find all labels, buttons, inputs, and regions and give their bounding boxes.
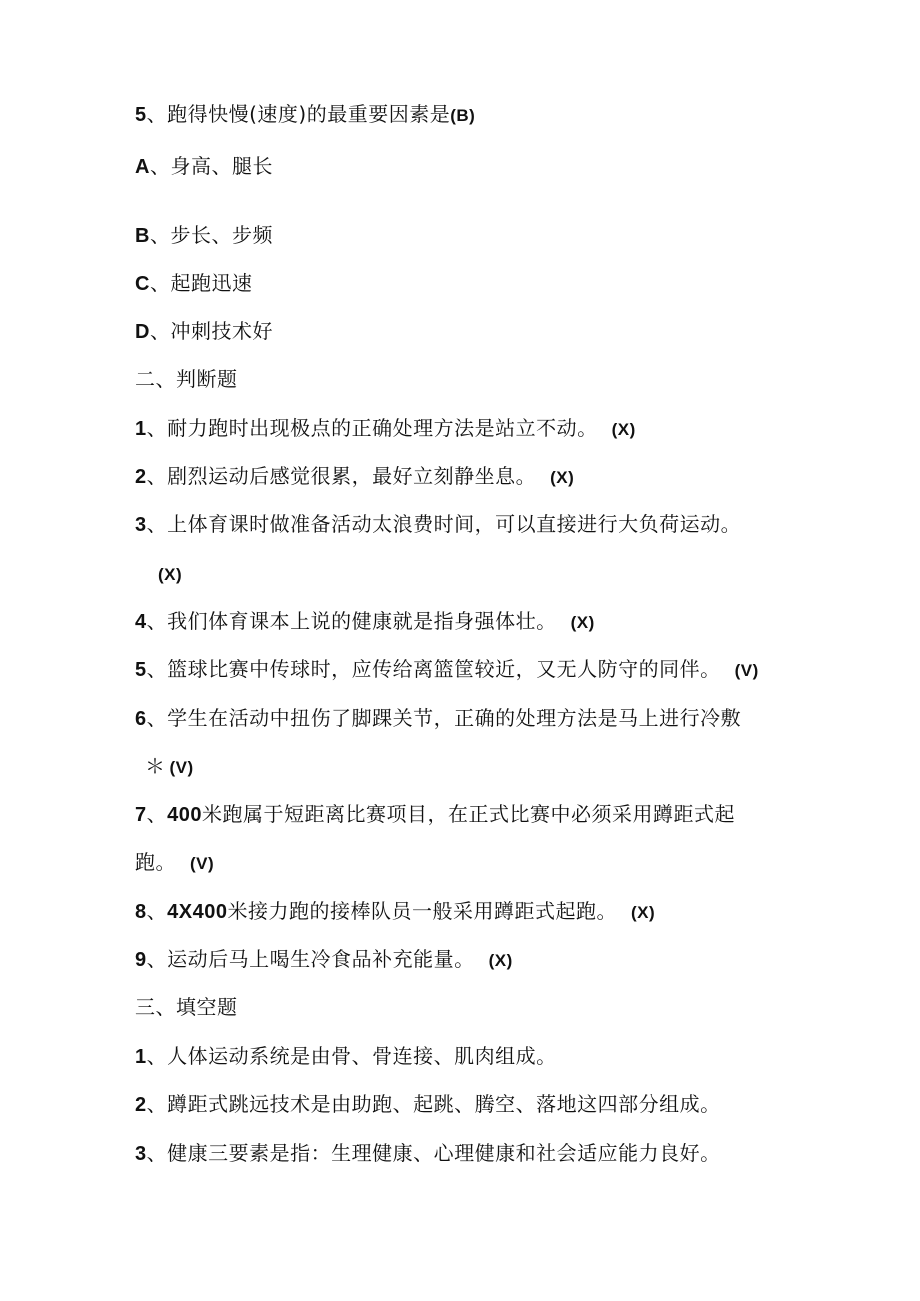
judge-item-1 <box>135 415 636 443</box>
separator: 、 <box>146 947 168 971</box>
item-text: 上体育课时做准备活动太浪费时间，可以直接进行大负荷运动。 <box>167 512 742 536</box>
separator: 、 <box>146 1092 168 1116</box>
item-number-text: 4X400 <box>167 901 228 923</box>
separator: 、 <box>149 223 171 247</box>
judge-item-9 <box>135 946 513 974</box>
item-number: 7 <box>135 804 147 826</box>
answer: (V) <box>169 758 194 777</box>
answer: (X) <box>158 565 183 584</box>
item-text: 运动后马上喝生冷食品补充能量。 <box>167 947 475 971</box>
judge-item-7 <box>135 801 735 828</box>
item-number: 1 <box>135 418 147 440</box>
answer: (X) <box>550 468 575 487</box>
separator: 、 <box>149 154 171 178</box>
separator: 、 <box>146 899 168 923</box>
separator: 、 <box>146 657 168 681</box>
judge-item-4 <box>135 608 595 636</box>
separator: 、 <box>149 319 171 343</box>
item-number: 3 <box>135 1143 147 1165</box>
judge-item-6 <box>135 705 741 732</box>
item-number-text: 400 <box>167 804 202 826</box>
option-text: 起跑迅速 <box>170 271 253 295</box>
judge-item-8 <box>135 898 655 926</box>
item-number: 2 <box>135 466 147 488</box>
separator: 、 <box>146 706 168 730</box>
item-text: 学生在活动中扭伤了脚踝关节，正确的处理方法是马上进行冷敷 <box>167 706 742 730</box>
item-number: 3 <box>135 514 147 536</box>
option-d <box>135 318 273 345</box>
separator: 、 <box>146 609 168 633</box>
option-b <box>135 222 273 249</box>
continuation: 跑。 <box>135 850 176 874</box>
item-number: 4 <box>135 611 147 633</box>
answer: (X) <box>488 951 513 970</box>
option-letter: B <box>135 225 150 247</box>
section-3-title: 三、填空题 <box>135 995 238 1019</box>
item-number: 5 <box>135 659 147 681</box>
option-text: 身高、腿长 <box>170 154 273 178</box>
item-text: 我们体育课本上说的健康就是指身强体壮。 <box>167 609 557 633</box>
item-text: 耐力跑时出现极点的正确处理方法是站立不动。 <box>167 416 598 440</box>
fill-item-1 <box>135 1043 557 1070</box>
question-number: 5 <box>135 104 147 126</box>
answer: (V) <box>190 854 215 873</box>
separator: 、 <box>149 271 171 295</box>
judge-item-6-cont <box>145 753 194 781</box>
option-text: 冲刺技术好 <box>170 319 273 343</box>
item-text: 篮球比赛中传球时，应传给离篮筐较近，又无人防守的同伴。 <box>167 657 721 681</box>
separator: 、 <box>146 802 168 826</box>
item-text: 蹲距式跳远技术是由助跑、起跳、腾空、落地这四部分组成。 <box>167 1092 721 1116</box>
separator: 、 <box>146 102 168 126</box>
answer: (B) <box>450 106 476 125</box>
item-number: 8 <box>135 901 147 923</box>
judge-item-7-cont <box>135 849 214 877</box>
section-2-title: 二、判断题 <box>135 367 238 391</box>
answer: (V) <box>734 661 759 680</box>
item-text: 米接力跑的接棒队员一般采用蹲距式起跑。 <box>227 899 617 923</box>
judge-item-3 <box>135 511 741 538</box>
answer: (X) <box>630 903 656 922</box>
separator: 、 <box>146 1044 168 1068</box>
question-5 <box>135 101 475 129</box>
fill-item-3 <box>135 1140 721 1167</box>
judge-item-3-answer <box>158 560 182 588</box>
question-text: 跑得快慢(速度)的最重要因素是 <box>167 102 451 126</box>
option-letter: A <box>135 156 150 178</box>
continuation: ＊ <box>145 754 166 778</box>
option-text: 步长、步频 <box>170 223 273 247</box>
item-text: 剧烈运动后感觉很累，最好立刻静坐息。 <box>167 464 537 488</box>
option-letter: D <box>135 321 150 343</box>
item-text: 米跑属于短距离比赛项目，在正式比赛中必须采用蹲距式起 <box>202 802 735 826</box>
answer: (X) <box>570 613 595 632</box>
judge-item-5 <box>135 656 759 684</box>
option-c <box>135 270 252 297</box>
item-number: 9 <box>135 949 147 971</box>
item-number: 1 <box>135 1046 147 1068</box>
answer: (X) <box>611 420 636 439</box>
option-letter: C <box>135 273 150 295</box>
separator: 、 <box>146 416 168 440</box>
option-a <box>135 153 273 180</box>
item-number: 2 <box>135 1094 147 1116</box>
item-number: 6 <box>135 708 147 730</box>
separator: 、 <box>146 464 168 488</box>
judge-item-2 <box>135 463 574 491</box>
separator: 、 <box>146 512 168 536</box>
item-text: 健康三要素是指：生理健康、心理健康和社会适应能力良好。 <box>167 1141 721 1165</box>
fill-item-2 <box>135 1091 721 1118</box>
separator: 、 <box>146 1141 168 1165</box>
item-text: 人体运动系统是由骨、骨连接、肌肉组成。 <box>167 1044 557 1068</box>
